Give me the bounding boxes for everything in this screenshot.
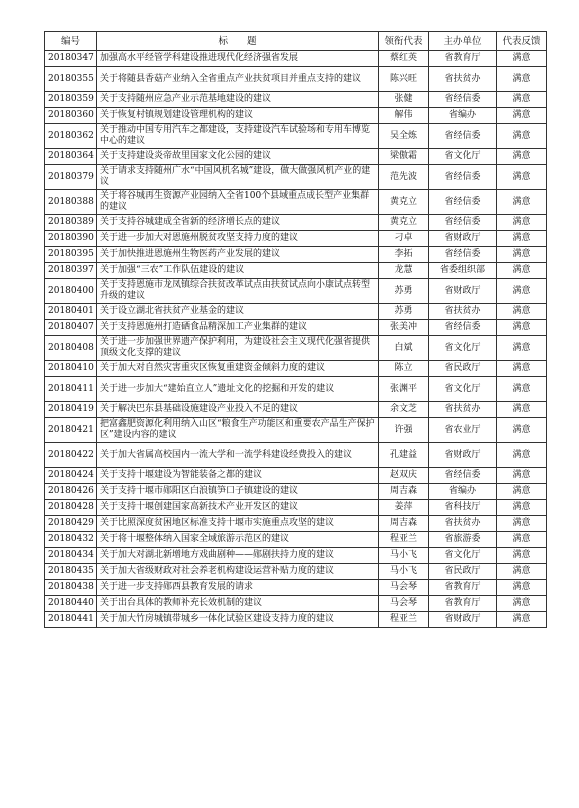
table-row [45, 149, 547, 165]
table-row [45, 402, 547, 418]
cell-id: 20180400 [45, 279, 97, 304]
cell-host-unit: 省财政厅 [429, 612, 497, 628]
cell-representative: 程亚兰 [379, 612, 429, 628]
cell-representative: 刁卓 [379, 231, 429, 247]
table-body [45, 51, 547, 628]
table-row [45, 92, 547, 108]
cell-host-unit: 省经信委 [429, 124, 497, 149]
cell-feedback: 满意 [497, 377, 547, 402]
cell-id: 20180422 [45, 443, 97, 468]
cell-host-unit: 省经信委 [429, 247, 497, 263]
cell-title: 关于支持随州应急产业示范基地建设的建议 [97, 92, 379, 108]
cell-id: 20180395 [45, 247, 97, 263]
cell-host-unit: 省扶贫办 [429, 304, 497, 320]
cell-title: 关于解决巴东县基础设施建设产业投入不足的建议 [97, 402, 379, 418]
table-row [45, 190, 547, 215]
cell-id: 20180401 [45, 304, 97, 320]
cell-id: 20180407 [45, 320, 97, 336]
cell-host-unit: 省扶贫办 [429, 516, 497, 532]
cell-feedback: 满意 [497, 336, 547, 361]
cell-title: 关于推动中国专用汽车之都建设，支持建设汽车试验场和专用车博览中心的建议 [97, 124, 379, 149]
cell-feedback: 满意 [497, 231, 547, 247]
cell-feedback: 满意 [497, 500, 547, 516]
cell-representative: 许强 [379, 418, 429, 443]
cell-host-unit: 省教育厅 [429, 596, 497, 612]
cell-feedback: 满意 [497, 564, 547, 580]
cell-id: 20180432 [45, 532, 97, 548]
cell-host-unit: 省民政厅 [429, 361, 497, 377]
cell-feedback: 满意 [497, 418, 547, 443]
cell-representative: 蔡红英 [379, 51, 429, 67]
cell-feedback: 满意 [497, 67, 547, 92]
cell-representative: 解伟 [379, 108, 429, 124]
cell-host-unit: 省旅游委 [429, 532, 497, 548]
cell-feedback: 满意 [497, 516, 547, 532]
cell-host-unit: 省经信委 [429, 215, 497, 231]
table-row [45, 304, 547, 320]
cell-title: 关于加大对自然灾害重灾区恢复重建资金倾斜力度的建议 [97, 361, 379, 377]
cell-id: 20180347 [45, 51, 97, 67]
cell-id: 20180408 [45, 336, 97, 361]
cell-representative: 张渊平 [379, 377, 429, 402]
cell-feedback: 满意 [497, 247, 547, 263]
table-row [45, 165, 547, 190]
header-id: 编号 [45, 32, 97, 51]
cell-title: 关于进一步支持郧西县教育发展的请求 [97, 580, 379, 596]
cell-host-unit: 省编办 [429, 108, 497, 124]
cell-feedback: 满意 [497, 263, 547, 279]
table-row [45, 500, 547, 516]
cell-representative: 白斌 [379, 336, 429, 361]
table-row [45, 377, 547, 402]
cell-title: 关于加快推进恩施州生物医药产业发展的建议 [97, 247, 379, 263]
cell-feedback: 满意 [497, 361, 547, 377]
cell-host-unit: 省经信委 [429, 468, 497, 484]
cell-host-unit: 省经信委 [429, 92, 497, 108]
cell-host-unit: 省文化厅 [429, 377, 497, 402]
cell-host-unit: 省文化厅 [429, 548, 497, 564]
cell-title: 加强高水平经管学科建设推进现代化经济强省发展 [97, 51, 379, 67]
table-row [45, 468, 547, 484]
table-row [45, 279, 547, 304]
table-row [45, 215, 547, 231]
cell-title: 关于支持谷城建成全省新的经济增长点的建议 [97, 215, 379, 231]
table-row [45, 231, 547, 247]
header-host-unit: 主办单位 [429, 32, 497, 51]
cell-representative: 赵双庆 [379, 468, 429, 484]
cell-feedback: 满意 [497, 532, 547, 548]
cell-representative: 苏勇 [379, 304, 429, 320]
cell-host-unit: 省财政厅 [429, 443, 497, 468]
cell-host-unit: 省经信委 [429, 320, 497, 336]
cell-id: 20180428 [45, 500, 97, 516]
table-row [45, 532, 547, 548]
cell-feedback: 满意 [497, 215, 547, 231]
cell-feedback: 满意 [497, 190, 547, 215]
cell-host-unit: 省经信委 [429, 165, 497, 190]
cell-feedback: 满意 [497, 124, 547, 149]
cell-host-unit: 省科技厅 [429, 500, 497, 516]
cell-host-unit: 省编办 [429, 484, 497, 500]
cell-representative: 姜萍 [379, 500, 429, 516]
cell-feedback: 满意 [497, 402, 547, 418]
cell-representative: 苏勇 [379, 279, 429, 304]
table-row [45, 443, 547, 468]
cell-id: 20180438 [45, 580, 97, 596]
cell-id: 20180359 [45, 92, 97, 108]
cell-representative: 梁傲霜 [379, 149, 429, 165]
cell-id: 20180441 [45, 612, 97, 628]
cell-id: 20180411 [45, 377, 97, 402]
cell-feedback: 满意 [497, 612, 547, 628]
header-representative: 领衔代表 [379, 32, 429, 51]
cell-feedback: 满意 [497, 51, 547, 67]
cell-representative: 周吉森 [379, 484, 429, 500]
cell-representative: 黄克立 [379, 190, 429, 215]
table-row [45, 51, 547, 67]
proposal-table [44, 31, 547, 628]
table-row [45, 548, 547, 564]
cell-title: 关于加大省级财政对社会养老机构建设运营补贴力度的建议 [97, 564, 379, 580]
cell-feedback: 满意 [497, 165, 547, 190]
cell-id: 20180429 [45, 516, 97, 532]
cell-representative: 孔建益 [379, 443, 429, 468]
table-row [45, 596, 547, 612]
cell-title: 关于设立湖北省扶贫产业基金的建议 [97, 304, 379, 320]
cell-representative: 张健 [379, 92, 429, 108]
cell-feedback: 满意 [497, 468, 547, 484]
cell-id: 20180360 [45, 108, 97, 124]
table-row [45, 564, 547, 580]
cell-title: 关于加强“三农”工作队伍建设的建议 [97, 263, 379, 279]
cell-title: 关于将随县香菇产业纳入全省重点产业扶贫项目并重点支持的建议 [97, 67, 379, 92]
table-row [45, 361, 547, 377]
cell-host-unit: 省扶贫办 [429, 67, 497, 92]
cell-title: 关于支持十堰创建国家高新技术产业开发区的建议 [97, 500, 379, 516]
cell-representative: 马会琴 [379, 580, 429, 596]
cell-feedback: 满意 [497, 304, 547, 320]
cell-representative: 范先波 [379, 165, 429, 190]
cell-id: 20180364 [45, 149, 97, 165]
cell-host-unit: 省民政厅 [429, 564, 497, 580]
table-row [45, 124, 547, 149]
cell-title: 关于进一步加大“建始直立人”遗址文化的挖掘和开发的建议 [97, 377, 379, 402]
cell-feedback: 满意 [497, 320, 547, 336]
cell-title: 关于将谷城再生资源产业园纳入全省100个县域重点成长型产业集群的建议 [97, 190, 379, 215]
cell-id: 20180390 [45, 231, 97, 247]
cell-title: 关于进一步加大对恩施州脱贫攻坚支持力度的建议 [97, 231, 379, 247]
cell-representative: 李拓 [379, 247, 429, 263]
table-row [45, 247, 547, 263]
cell-representative: 余文芝 [379, 402, 429, 418]
cell-title: 关于支持建设炎帝故里国家文化公园的建议 [97, 149, 379, 165]
cell-id: 20180435 [45, 564, 97, 580]
table-row [45, 67, 547, 92]
cell-representative: 龙慧 [379, 263, 429, 279]
cell-host-unit: 省农业厅 [429, 418, 497, 443]
cell-host-unit: 省财政厅 [429, 231, 497, 247]
cell-title: 关于进一步加强世界遗产保护利用，为建设社会主义现代化强省提供顶级文化支撑的建议 [97, 336, 379, 361]
cell-id: 20180419 [45, 402, 97, 418]
cell-feedback: 满意 [497, 443, 547, 468]
cell-title: 关于支持恩施市龙凤镇综合扶贫改革试点由扶贫试点向小康试点转型升级的建议 [97, 279, 379, 304]
cell-id: 20180424 [45, 468, 97, 484]
cell-title: 关于支持恩施州打造硒食品精深加工产业集群的建议 [97, 320, 379, 336]
cell-feedback: 满意 [497, 92, 547, 108]
cell-id: 20180440 [45, 596, 97, 612]
cell-id: 20180389 [45, 215, 97, 231]
cell-representative: 吴全炼 [379, 124, 429, 149]
cell-host-unit: 省文化厅 [429, 336, 497, 361]
cell-host-unit: 省扶贫办 [429, 402, 497, 418]
table-row [45, 580, 547, 596]
cell-id: 20180434 [45, 548, 97, 564]
table-row [45, 336, 547, 361]
cell-representative: 程亚兰 [379, 532, 429, 548]
cell-feedback: 满意 [497, 108, 547, 124]
cell-id: 20180410 [45, 361, 97, 377]
cell-representative: 张美冲 [379, 320, 429, 336]
cell-representative: 陈立 [379, 361, 429, 377]
cell-title: 关于加大竹房城镇带城乡一体化试验区建设支持力度的建议 [97, 612, 379, 628]
cell-title: 关于比照深度贫困地区标准支持十堰市实施重点攻坚的建议 [97, 516, 379, 532]
cell-id: 20180426 [45, 484, 97, 500]
cell-feedback: 满意 [497, 484, 547, 500]
cell-title: 关于加大对湖北新增地方戏曲剧种——郧剧扶持力度的建议 [97, 548, 379, 564]
cell-title: 关于出台具体的教师补充长效机制的建议 [97, 596, 379, 612]
cell-representative: 周吉森 [379, 516, 429, 532]
cell-feedback: 满意 [497, 596, 547, 612]
cell-representative: 陈兴旺 [379, 67, 429, 92]
cell-id: 20180355 [45, 67, 97, 92]
table-row [45, 418, 547, 443]
cell-id: 20180397 [45, 263, 97, 279]
cell-title: 关于恢复村镇规划建设管理机构的建议 [97, 108, 379, 124]
cell-title: 关于支持十堰市郧阳区白浪镇笋口子镇建设的建议 [97, 484, 379, 500]
cell-id: 20180421 [45, 418, 97, 443]
cell-feedback: 满意 [497, 548, 547, 564]
cell-title: 把富鑫肥资源化利用纳入山区“粮食生产功能区和重要农产品生产保护区”建设内容的建议 [97, 418, 379, 443]
table-row [45, 263, 547, 279]
cell-representative: 马会琴 [379, 596, 429, 612]
table-row [45, 612, 547, 628]
cell-id: 20180388 [45, 190, 97, 215]
table-row [45, 108, 547, 124]
cell-title: 关于加大省属高校国内一流大学和一流学科建设经费投入的建议 [97, 443, 379, 468]
table-row [45, 320, 547, 336]
cell-host-unit: 省教育厅 [429, 580, 497, 596]
cell-host-unit: 省文化厅 [429, 149, 497, 165]
cell-representative: 黄克立 [379, 215, 429, 231]
cell-feedback: 满意 [497, 580, 547, 596]
cell-id: 20180362 [45, 124, 97, 149]
cell-host-unit: 省教育厅 [429, 51, 497, 67]
cell-representative: 马小飞 [379, 564, 429, 580]
table-row [45, 516, 547, 532]
cell-host-unit: 省经信委 [429, 190, 497, 215]
cell-feedback: 满意 [497, 149, 547, 165]
header-title: 标 题 [97, 32, 379, 51]
cell-id: 20180379 [45, 165, 97, 190]
header-feedback: 代表反馈 [497, 32, 547, 51]
cell-feedback: 满意 [497, 279, 547, 304]
cell-title: 关于请求支持随州广水“中国风机名城”建设，做大做强风机产业的建议 [97, 165, 379, 190]
table-row [45, 484, 547, 500]
table-header-row [45, 32, 547, 51]
cell-representative: 马小飞 [379, 548, 429, 564]
cell-title: 关于支持十堰建设为智能装备之都的建议 [97, 468, 379, 484]
cell-title: 关于将十堰整体纳入国家全域旅游示范区的建议 [97, 532, 379, 548]
cell-host-unit: 省财政厅 [429, 279, 497, 304]
cell-host-unit: 省委组织部 [429, 263, 497, 279]
